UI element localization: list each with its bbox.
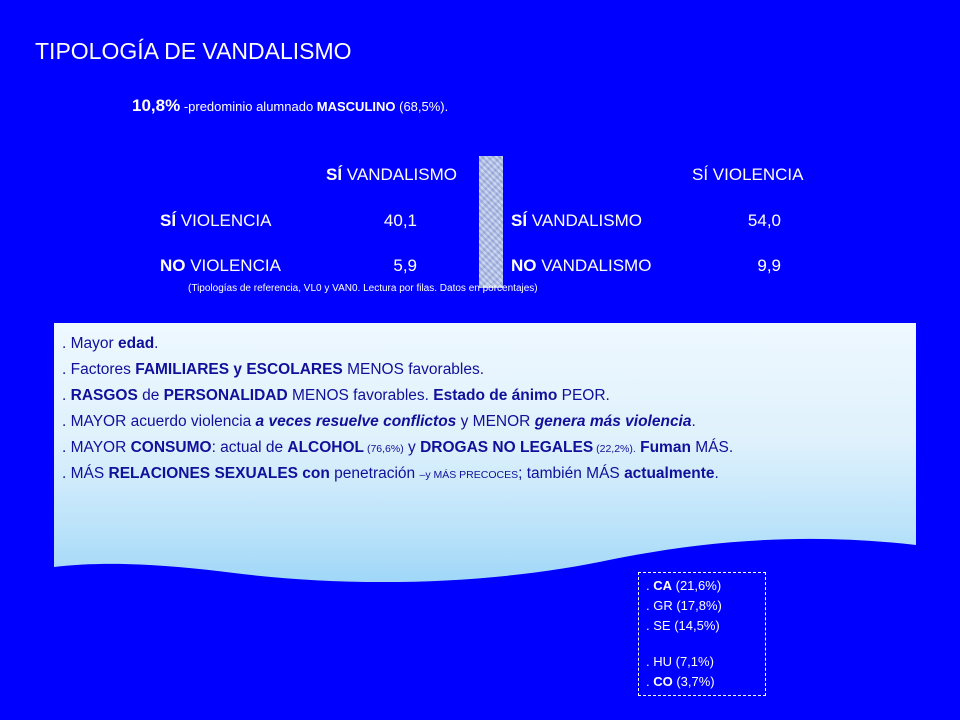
finding-1: . Mayor edad. bbox=[62, 335, 159, 352]
right-table-header: SÍ VIOLENCIA bbox=[692, 165, 804, 184]
legend-item-ca: . CA (21,6%) bbox=[646, 578, 722, 593]
left-table-header: SÍ VANDALISMO bbox=[326, 165, 457, 184]
left-row-2-value: 5,9 bbox=[393, 256, 417, 275]
finding-5: . MAYOR CONSUMO: actual de ALCOHOL (76,6%) y DROGAS NO LEGALES (22,2%). Fuman MÁS. bbox=[62, 439, 734, 456]
right-row-1-label: SÍ VANDALISMO bbox=[511, 211, 642, 230]
legend-item-co: . CO (3,7%) bbox=[646, 674, 715, 689]
page-title: TIPOLOGÍA DE VANDALISMO bbox=[35, 38, 352, 64]
subtitle-percent: 10,8% bbox=[132, 96, 181, 115]
subtitle-highlight: MASCULINO bbox=[316, 99, 396, 114]
left-row-1-value: 40,1 bbox=[383, 211, 417, 230]
subtitle-text: -predominio alumnado bbox=[180, 99, 317, 114]
table-divider bbox=[479, 156, 503, 288]
finding-4: . MAYOR acuerdo violencia a veces resuelve conflictos y MENOR genera más violencia. bbox=[62, 413, 696, 430]
finding-6: . MÁS RELACIONES SEXUALES con penetración –y MÁS PRECOCES; también MÁS actualmente. bbox=[62, 465, 719, 482]
left-row-1-label: SÍ VIOLENCIA bbox=[160, 211, 272, 230]
region-legend bbox=[638, 572, 766, 696]
legend-item-gr: . GR (17,8%) bbox=[646, 598, 722, 613]
finding-2: . Factores FAMILIARES y ESCOLARES MENOS favorables. bbox=[62, 361, 485, 378]
legend-item-se: . SE (14,5%) bbox=[646, 618, 720, 633]
legend-item-hu: . HU (7,1%) bbox=[646, 654, 714, 669]
left-row-2-label: NO VIOLENCIA bbox=[160, 256, 281, 275]
findings-list bbox=[62, 331, 733, 487]
subtitle-text-after: (68,5%). bbox=[395, 99, 449, 114]
right-row-2-value: 9,9 bbox=[757, 256, 781, 275]
subtitle bbox=[132, 96, 448, 116]
finding-3: . RASGOS de PERSONALIDAD MENOS favorables. Estado de ánimo PEOR. bbox=[62, 387, 610, 404]
table-note: (Tipologías de referencia, VL0 y VAN0. Lectura por filas. Datos en porcentajes) bbox=[188, 283, 538, 294]
right-row-2-label: NO VANDALISMO bbox=[511, 256, 652, 275]
right-row-1-value: 54,0 bbox=[747, 211, 781, 230]
